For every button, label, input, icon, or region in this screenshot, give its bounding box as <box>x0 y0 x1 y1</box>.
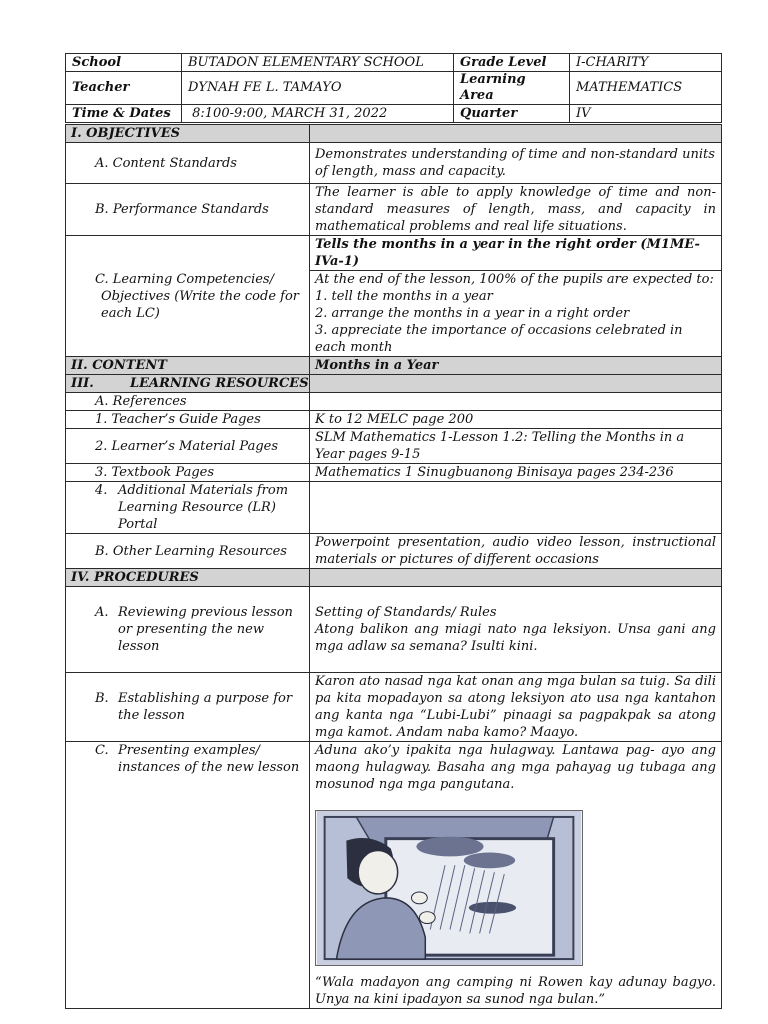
time-dates-value: 8:100-9:00, MARCH 31, 2022 <box>182 105 454 123</box>
learners-material-row <box>66 429 722 464</box>
competency-code: Tells the months in a year in the right order (M1ME-IVa-1) <box>310 236 722 271</box>
learning-competency-row <box>66 236 722 271</box>
lesson-objective-item: 3. appreciate the importance of occasions celebrated in each month <box>315 323 683 355</box>
procedure-c-number: C. <box>95 743 109 758</box>
lesson-objectives <box>310 271 722 357</box>
header-row <box>66 54 722 72</box>
textbook-row <box>66 464 722 482</box>
section-row-content <box>66 357 722 375</box>
learning-resources-heading: III. LEARNING RESOURCES <box>66 375 310 393</box>
procedure-c-row <box>66 742 722 1009</box>
procedure-c-content <box>310 742 722 1009</box>
other-resources-value: Powerpoint presentation, audio video lesson, instructional materials or pictures of different occasions <box>310 534 722 569</box>
teachers-guide-row <box>66 411 722 429</box>
empty-cell <box>310 375 722 393</box>
performance-standards-row <box>66 184 722 236</box>
header-row <box>66 72 722 105</box>
lesson-objective-item: 2. arrange the months in a year in a right order <box>315 306 630 321</box>
other-resources-label: B. Other Learning Resources <box>66 534 310 569</box>
procedure-b-text: Establishing a purpose for the lesson <box>118 691 293 723</box>
image-caption: “Wala madayon ang camping ni Rowen kay adunay bagyo. Unya na kini ipadayon sa sunod nga bulan.” <box>315 975 716 1007</box>
time-dates-label: Time & Dates <box>66 105 182 123</box>
additional-materials-number: 4. <box>95 483 108 498</box>
procedures-heading: IV. PROCEDURES <box>66 569 310 587</box>
learning-area-value: MATHEMATICS <box>570 72 722 105</box>
procedure-b-label <box>66 673 310 742</box>
section-row-resources <box>66 375 722 393</box>
additional-materials-text: Additional Materials from Learning Resource (LR) Portal <box>118 483 289 532</box>
learning-area-label: Learning Area <box>454 72 570 105</box>
objectives-heading: I. OBJECTIVES <box>66 125 310 143</box>
school-value: BUTADON ELEMENTARY SCHOOL <box>182 54 454 72</box>
section-row-objectives <box>66 125 722 143</box>
content-standards-value: Demonstrates understanding of time and non-standard units of length, mass and capacity. <box>310 143 722 184</box>
empty-cell <box>310 393 722 411</box>
child-at-window-illustration <box>315 810 583 966</box>
procedure-c-label <box>66 742 310 1009</box>
learning-competencies-label-line2: Objectives (Write the code for each LC) <box>101 288 300 321</box>
procedure-b-row <box>66 673 722 742</box>
references-label: A. References <box>66 393 310 411</box>
learners-material-value: SLM Mathematics 1-Lesson 1.2: Telling the Months in a Year pages 9-15 <box>310 429 722 464</box>
section-row-procedures <box>66 569 722 587</box>
textbook-value: Mathematics 1 Sinugbuanong Binisaya pages 234-236 <box>310 464 722 482</box>
content-value: Months in a Year <box>310 357 722 375</box>
header-table <box>65 53 722 123</box>
references-row <box>66 393 722 411</box>
lesson-plan-table <box>65 124 722 1009</box>
empty-cell <box>310 482 722 534</box>
grade-level-label: Grade Level <box>454 54 570 72</box>
performance-standards-label: B. Performance Standards <box>66 184 310 236</box>
procedure-a-content <box>310 587 722 673</box>
procedure-a-number: A. <box>95 605 109 620</box>
performance-standards-value: The learner is able to apply knowledge of time and non-standard measures of length, mass, and capacity in mathematical problems and real life situations. <box>310 184 722 236</box>
procedure-c-text: Presenting examples/ instances of the new lesson <box>118 743 300 775</box>
textbook-label: 3. Textbook Pages <box>66 464 310 482</box>
content-heading: II. CONTENT <box>66 357 310 375</box>
procedure-a-line1: Setting of Standards/ Rules <box>315 605 497 620</box>
empty-cell <box>310 125 722 143</box>
quarter-label: Quarter <box>454 105 570 123</box>
procedure-a-row <box>66 587 722 673</box>
empty-cell <box>310 569 722 587</box>
procedure-b-content: Karon ato nasad nga kat onan ang mga bulan sa tuig. Sa dili pa kita mopadayon sa atong leksiyon ato usa nga kantahon ang kanta nga “Lubi-Lubi” pinaagi sa pagpakpak sa atong mga kamot. Andam naba kamo? Maayo. <box>310 673 722 742</box>
procedure-a-text: Reviewing previous lesson or presenting the new lesson <box>118 605 293 654</box>
other-resources-row <box>66 534 722 569</box>
procedure-c-text-body: Aduna ako’y ipakita nga hulagway. Lantawa pag- ayo ang maong hulagway. Basaha ang mga pahayag ug tubaga ang mosunod nga mga pangutana. <box>315 743 716 792</box>
learners-material-label: 2. Learner’s Material Pages <box>66 429 310 464</box>
teacher-label: Teacher <box>66 72 182 105</box>
procedure-b-number: B. <box>95 691 109 706</box>
procedure-a-label <box>66 587 310 673</box>
additional-materials-label <box>66 482 310 534</box>
additional-materials-row <box>66 482 722 534</box>
teachers-guide-value: K to 12 MELC page 200 <box>310 411 722 429</box>
content-standards-row <box>66 143 722 184</box>
procedure-a-line2: Atong balikon ang miagi nato nga leksiyon. Unsa gani ang mga adlaw sa semana? Isulti kini. <box>315 622 716 654</box>
teachers-guide-label: 1. Teacher’s Guide Pages <box>66 411 310 429</box>
lesson-objective-item: 1. tell the months in a year <box>315 289 493 304</box>
content-standards-label: A. Content Standards <box>66 143 310 184</box>
school-label: School <box>66 54 182 72</box>
header-row <box>66 105 722 123</box>
learning-competencies-label <box>66 236 310 357</box>
quarter-value: IV <box>570 105 722 123</box>
grade-level-value: I-CHARITY <box>570 54 722 72</box>
teacher-value: DYNAH FE L. TAMAYO <box>182 72 454 105</box>
learning-competencies-label-line1: C. Learning Competencies/ <box>95 271 274 287</box>
lesson-objectives-intro: At the end of the lesson, 100% of the pupils are expected to: <box>315 272 714 287</box>
